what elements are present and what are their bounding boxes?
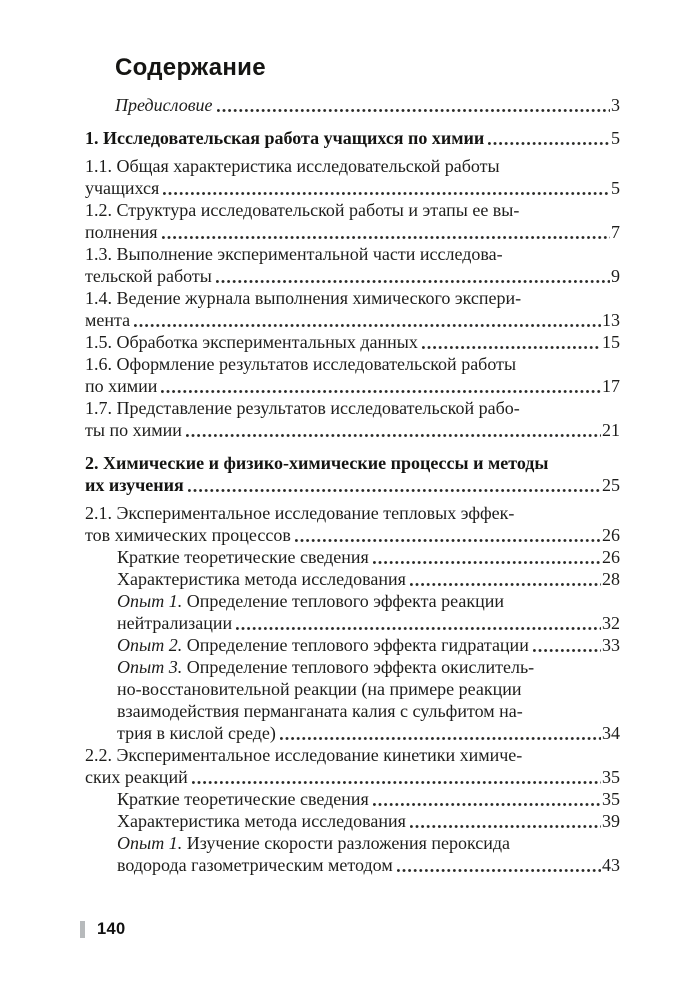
toc-line <box>117 700 620 722</box>
toc-line <box>117 590 620 612</box>
dot-leader <box>488 142 610 145</box>
dot-leader <box>217 109 610 112</box>
toc-entry-text: 1.5. Обработка экспериментальных данных <box>85 332 418 352</box>
toc-entry <box>85 127 620 149</box>
toc-page-number: 32 <box>602 613 620 633</box>
toc-line-with-page <box>85 375 620 397</box>
toc-line-with-page <box>85 766 620 788</box>
toc-page-number: 39 <box>602 811 620 831</box>
footer-tick-bar <box>80 921 85 938</box>
toc-entry-text: мента <box>85 310 131 330</box>
dot-leader <box>216 280 610 283</box>
toc-entry-text: нейтрализации <box>117 613 233 633</box>
toc-line-with-page <box>117 612 620 634</box>
toc-entry <box>85 353 620 397</box>
toc-line-with-page <box>85 309 620 331</box>
experiment-label: Опыт 3. <box>117 657 183 677</box>
toc-entry-text: 1.7. Представление результатов исследовательской рабо- <box>85 398 520 418</box>
toc-page-number: 5 <box>611 178 620 198</box>
toc-page-number: 33 <box>602 635 620 655</box>
toc-entry-text: 2.1. Экспериментальное исследование тепловых эффек- <box>85 503 515 523</box>
toc-entry-text: 1. Исследовательская работа учащихся по химии <box>85 128 485 148</box>
toc-entry-text: 1.2. Структура исследовательской работы и этапы ее вы- <box>85 200 520 220</box>
toc-entry <box>85 331 620 353</box>
dot-leader <box>280 737 601 740</box>
experiment-label: Опыт 2. <box>117 635 183 655</box>
toc-entry-text: Опыт 2. Определение теплового эффекта гидратации <box>117 635 529 655</box>
toc-entry <box>117 590 620 634</box>
dot-leader <box>373 561 601 564</box>
toc-line-with-page <box>115 94 620 116</box>
toc-entry <box>117 788 620 810</box>
toc-entry <box>85 243 620 287</box>
toc-line <box>85 243 620 265</box>
toc-page-number: 7 <box>611 222 620 242</box>
toc-entry-text: 1.4. Ведение журнала выполнения химического экспери- <box>85 288 522 308</box>
toc-line-with-page <box>85 419 620 441</box>
page-title: Содержание <box>115 54 266 81</box>
toc-entry-text: Опыт 1. Изучение скорости разложения пероксида <box>117 833 511 853</box>
dot-leader <box>134 324 601 327</box>
toc-page-number: 34 <box>602 723 620 743</box>
toc-page-number: 26 <box>602 547 620 567</box>
toc-page-number: 9 <box>611 266 620 286</box>
dot-leader <box>162 236 610 239</box>
toc-entry-text: 1.3. Выполнение экспериментальной части исследова- <box>85 244 503 264</box>
toc-entry-text: по химии <box>85 376 158 396</box>
toc-content <box>85 54 620 876</box>
toc-line <box>85 397 620 419</box>
dot-leader <box>533 649 601 652</box>
toc-page-number: 26 <box>602 525 620 545</box>
toc-entry-text: тельской работы <box>85 266 212 286</box>
dot-leader <box>163 192 610 195</box>
toc-entry-text: ты по химии <box>85 420 182 440</box>
dot-leader <box>373 803 601 806</box>
dot-leader <box>161 390 601 393</box>
toc-line-with-page <box>85 127 620 149</box>
toc-entry <box>117 656 620 744</box>
dot-leader <box>410 583 601 586</box>
toc-entry-text: Опыт 3. Определение теплового эффекта окислитель- <box>117 657 535 677</box>
toc-entry-text: 2.2. Экспериментальное исследование кинетики химиче- <box>85 745 523 765</box>
toc-line <box>85 744 620 766</box>
dot-leader <box>192 781 601 784</box>
toc-entry-text: Краткие теоретические сведения <box>117 547 369 567</box>
toc-page-number: 28 <box>602 569 620 589</box>
toc-entry-text: Опыт 1. Определение теплового эффекта реакции <box>117 591 504 611</box>
toc-entry-text: ских реакций <box>85 767 188 787</box>
toc-entry <box>85 287 620 331</box>
toc-entry <box>115 94 620 116</box>
toc-entry <box>85 744 620 788</box>
experiment-label: Опыт 1. <box>117 591 183 611</box>
toc-line <box>117 678 620 700</box>
toc-entry-text: водорода газометрическим методом <box>117 855 393 875</box>
page-footer <box>80 920 125 939</box>
toc-entries <box>85 94 620 876</box>
dot-leader <box>295 539 601 542</box>
toc-entry-text: тов химических процессов <box>85 525 291 545</box>
toc-entry <box>85 452 620 496</box>
toc-entry <box>85 199 620 243</box>
dot-leader <box>410 825 601 828</box>
toc-entry <box>117 634 620 656</box>
toc-page-number: 43 <box>602 855 620 875</box>
toc-line <box>85 199 620 221</box>
toc-entry <box>117 810 620 832</box>
toc-entry-text: Характеристика метода исследования <box>117 811 406 831</box>
toc-page-number: 25 <box>602 475 620 495</box>
dot-leader <box>236 627 601 630</box>
toc-page-number: 13 <box>602 310 620 330</box>
toc-line-with-page <box>85 524 620 546</box>
toc-entry-text: 1.6. Оформление результатов исследовательской работы <box>85 354 517 374</box>
dot-leader <box>186 434 601 437</box>
toc-page-number: 17 <box>602 376 620 396</box>
toc-line <box>85 502 620 524</box>
footer-page-number: 140 <box>97 920 126 938</box>
toc-entry-text: 2. Химические и физико-химические процессы и методы <box>85 453 549 473</box>
toc-line <box>85 452 620 474</box>
toc-page-number: 35 <box>602 789 620 809</box>
toc-line-with-page <box>117 568 620 590</box>
toc-line-with-page <box>117 810 620 832</box>
toc-entry-text: их изучения <box>85 475 184 495</box>
toc-page-number: 3 <box>611 95 620 115</box>
toc-entry-text: но-восстановительной реакции (на примере реакции <box>117 679 522 699</box>
toc-entry <box>85 397 620 441</box>
toc-line <box>85 287 620 309</box>
toc-line <box>117 832 620 854</box>
toc-line <box>85 155 620 177</box>
toc-page-number: 21 <box>602 420 620 440</box>
dot-leader <box>188 489 601 492</box>
toc-page-number: 5 <box>611 128 620 148</box>
dot-leader <box>422 346 601 349</box>
toc-line-with-page <box>85 331 620 353</box>
toc-line-with-page <box>117 722 620 744</box>
toc-page-number: 15 <box>602 332 620 352</box>
toc-entry <box>117 832 620 876</box>
toc-entry <box>85 502 620 546</box>
toc-entry <box>117 568 620 590</box>
toc-line-with-page <box>85 221 620 243</box>
toc-entry-text: взаимодействия перманганата калия с сульфитом на- <box>117 701 523 721</box>
toc-entry-text: учащихся <box>85 178 160 198</box>
toc-entry <box>117 546 620 568</box>
toc-entry <box>85 155 620 199</box>
experiment-label: Опыт 1. <box>117 833 183 853</box>
toc-line-with-page <box>117 546 620 568</box>
toc-entry-text: 1.1. Общая характеристика исследовательской работы <box>85 156 500 176</box>
toc-line <box>117 656 620 678</box>
toc-page-number: 35 <box>602 767 620 787</box>
toc-line-with-page <box>117 788 620 810</box>
toc-line-with-page <box>85 474 620 496</box>
toc-line-with-page <box>85 265 620 287</box>
dot-leader <box>397 869 601 872</box>
toc-entry-text: Краткие теоретические сведения <box>117 789 369 809</box>
toc-entry-text: полнения <box>85 222 158 242</box>
toc-entry-text: трия в кислой среде) <box>117 723 276 743</box>
toc-entry-text: Предисловие <box>115 95 213 115</box>
toc-line-with-page <box>117 854 620 876</box>
toc-line-with-page <box>117 634 620 656</box>
toc-line-with-page <box>85 177 620 199</box>
toc-line <box>85 353 620 375</box>
toc-entry-text: Характеристика метода исследования <box>117 569 406 589</box>
